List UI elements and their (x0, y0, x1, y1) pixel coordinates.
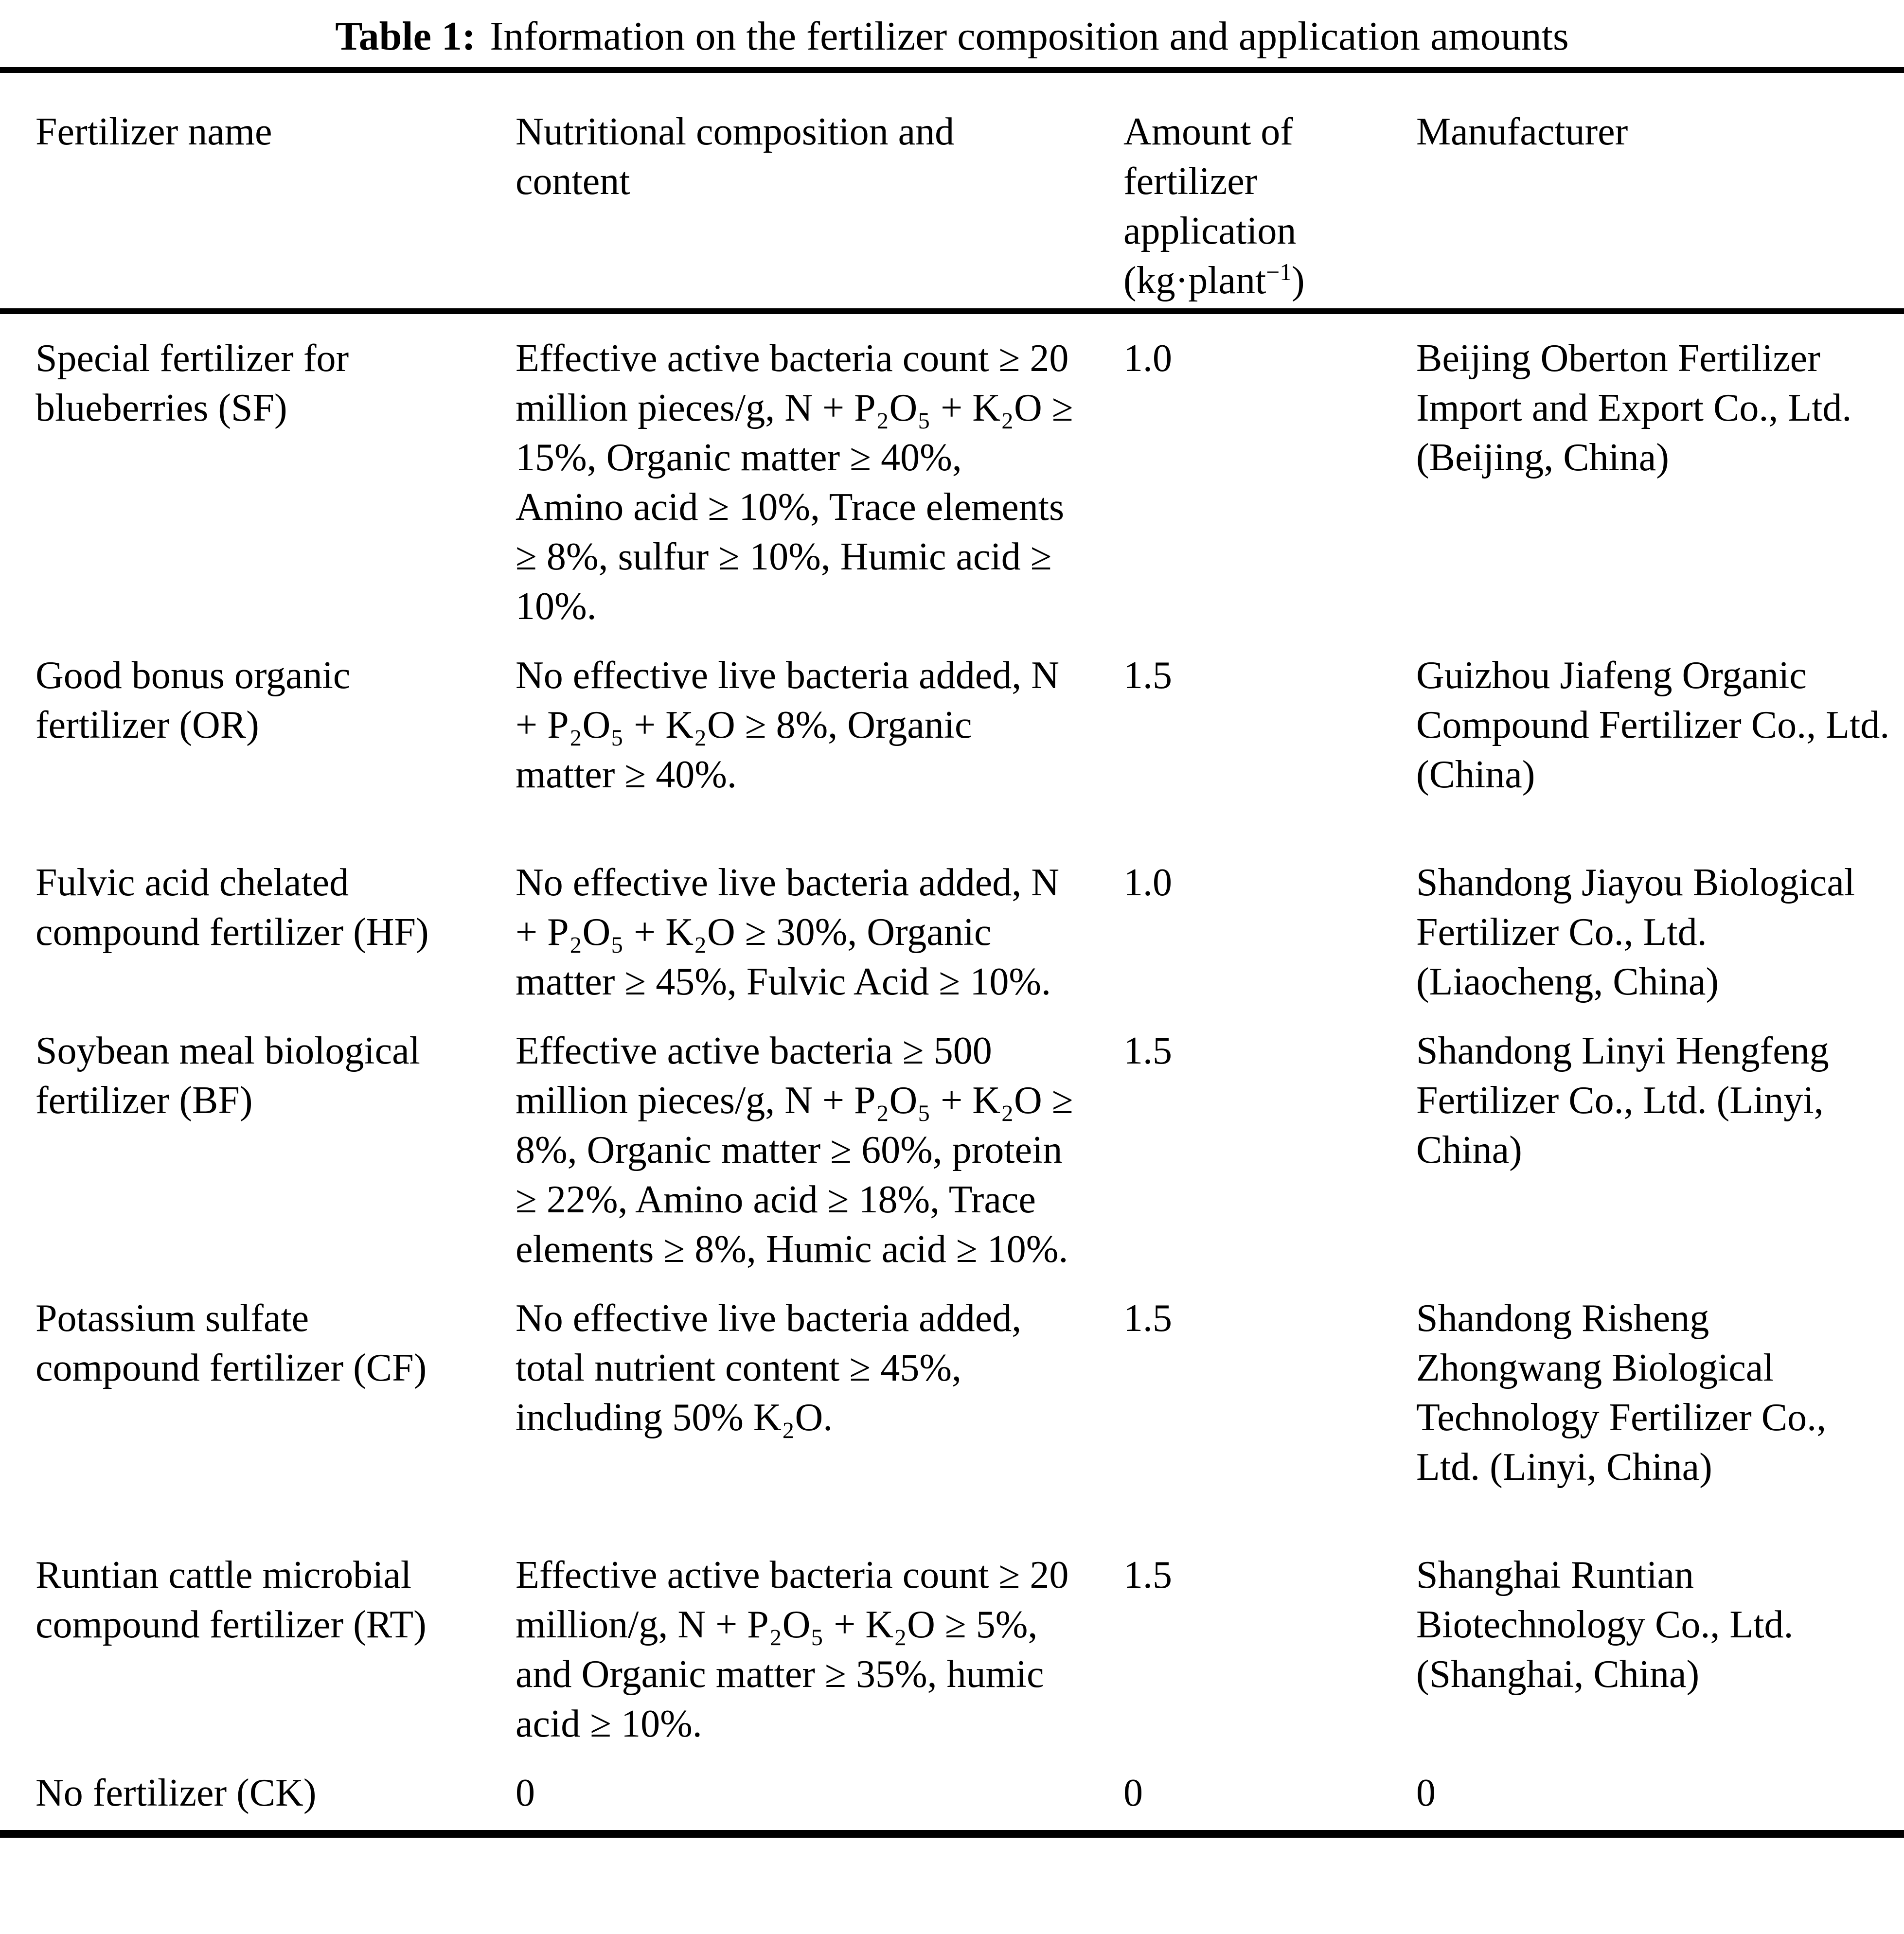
cell-composition: Effective active bacteria ≥ 500 million pieces/g, N + P₂O₅ + K₂O ≥ 8%, Organic matter ≥ 60%, protein ≥ 22%, Amino acid ≥ 18%, Trace elements ≥ 8%, Humic acid ≥ 10%. (516, 1029, 1073, 1271)
cell-amount: 1.5 (1123, 1554, 1172, 1597)
col-header-amount-line3: application (1123, 210, 1297, 252)
cell-manufacturer: Beijing Oberton Fertilizer Import and Export Co., Ltd. (Beijing, China) (1416, 337, 1852, 479)
col-header-amount (1123, 70, 1416, 311)
cell-amount: 1.5 (1123, 654, 1172, 697)
cell-fertilizer-name: Runtian cattle microbial compound fertilizer (RT) (36, 1554, 427, 1646)
table-row-rt (0, 1550, 1904, 1768)
table-header (0, 70, 1904, 311)
amount-unit-suffix: ) (1292, 259, 1305, 302)
cell-amount: 1.5 (1123, 1029, 1172, 1072)
cell-composition: No effective live bacteria added, N + P₂O₅ + K₂O ≥ 30%, Organic matter ≥ 45%, Fulvic Acid ≥ 10%. (516, 861, 1059, 1003)
table-row-hf (0, 858, 1904, 1026)
fertilizer-table (0, 67, 1904, 1838)
table-row-sf (0, 311, 1904, 651)
table-row-ck (0, 1768, 1904, 1834)
amount-unit-exponent: −1 (1266, 258, 1292, 285)
table-title (0, 12, 1904, 62)
cell-fertilizer-name: Special fertilizer for blueberries (SF) (36, 337, 349, 429)
col-header-amount-line2: fertilizer (1123, 160, 1258, 203)
cell-composition: 0 (516, 1772, 535, 1814)
cell-amount: 1.0 (1123, 337, 1172, 380)
table-row-bf (0, 1026, 1904, 1294)
cell-fertilizer-name: Potassium sulfate compound fertilizer (CF) (36, 1297, 427, 1389)
cell-composition: Effective active bacteria count ≥ 20 million pieces/g, N + P₂O₅ + K₂O ≥ 15%, Organic matter ≥ 40%, Amino acid ≥ 10%, Trace elements ≥ 8%, sulfur ≥ 10%, Humic acid ≥ 10%. (516, 337, 1073, 628)
col-header-manufacturer: Manufacturer (1416, 110, 1628, 153)
cell-composition: No effective live bacteria added, total nutrient content ≥ 45%, including 50% K₂O. (516, 1297, 1022, 1439)
amount-unit-prefix: (kg·plant (1123, 259, 1266, 302)
table-title-label: Table 1: (335, 14, 476, 59)
col-header-composition-line1: Nutritional composition and (516, 110, 955, 153)
cell-manufacturer: Shandong Risheng Zhongwang Biological Technology Fertilizer Co., Ltd. (Linyi, China) (1416, 1297, 1827, 1489)
cell-composition: No effective live bacteria added, N + P₂O₅ + K₂O ≥ 8%, Organic matter ≥ 40%. (516, 654, 1059, 796)
table-title-text: Information on the fertilizer composition and application amounts (490, 14, 1569, 59)
cell-manufacturer: Shanghai Runtian Biotechnology Co., Ltd. (Shanghai, China) (1416, 1554, 1794, 1696)
col-header-fertilizer-name: Fertilizer name (36, 110, 272, 153)
cell-amount: 0 (1123, 1772, 1143, 1814)
cell-fertilizer-name: Fulvic acid chelated compound fertilizer (HF) (36, 861, 429, 954)
col-header-composition-line2: content (516, 160, 630, 203)
cell-manufacturer: Shandong Jiayou Biological Fertilizer Co., Ltd. (Liaocheng, China) (1416, 861, 1855, 1003)
cell-amount: 1.0 (1123, 861, 1172, 904)
table-body (0, 311, 1904, 1834)
cell-manufacturer: 0 (1416, 1772, 1436, 1814)
col-header-amount-line1: Amount of (1123, 110, 1293, 153)
cell-composition: Effective active bacteria count ≥ 20 million/g, N + P₂O₅ + K₂O ≥ 5%, and Organic matter ≥ 35%, humic acid ≥ 10%. (516, 1554, 1069, 1745)
cell-fertilizer-name: Good bonus organic fertilizer (OR) (36, 654, 351, 746)
table-row-cf (0, 1294, 1904, 1550)
table-row-or (0, 651, 1904, 858)
cell-fertilizer-name: Soybean meal biological fertilizer (BF) (36, 1029, 420, 1122)
cell-amount: 1.5 (1123, 1297, 1172, 1340)
cell-manufacturer: Shandong Linyi Hengfeng Fertilizer Co., Ltd. (Linyi, China) (1416, 1029, 1829, 1171)
cell-manufacturer: Guizhou Jiafeng Organic Compound Fertilizer Co., Ltd. (China) (1416, 654, 1890, 796)
header-row (0, 70, 1904, 311)
cell-fertilizer-name: No fertilizer (CK) (36, 1772, 317, 1814)
col-header-amount-unit (1123, 256, 1343, 305)
col-header-composition (516, 70, 1123, 311)
